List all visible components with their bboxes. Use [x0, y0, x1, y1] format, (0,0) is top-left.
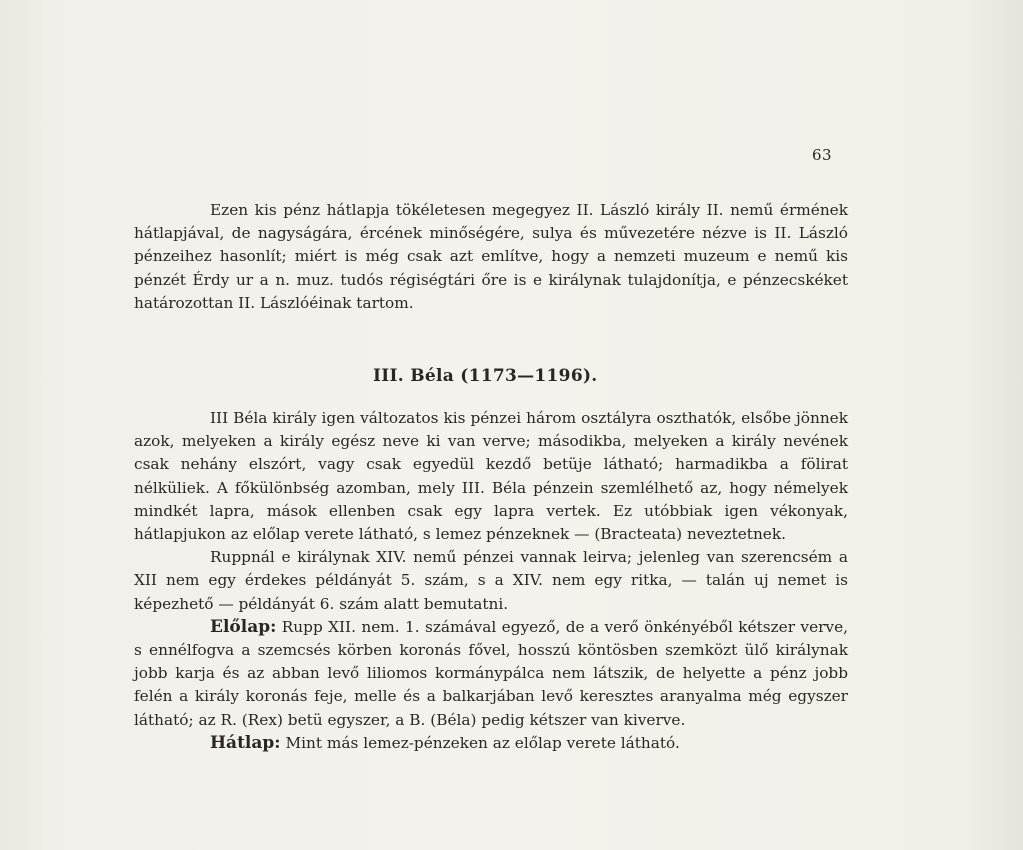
obverse-label: Előlap:	[210, 616, 277, 637]
section-heading: III. Béla (1173—1196).	[373, 366, 598, 386]
intro-paragraph: Ezen kis pénz hátlapja tökéletesen megegyez II. László király II. nemű érmének hátlapjával, de nagyságára, ércének minőségére, sulya és művezetére nézve is II. László pénzeihez hasonlít; miért is még csak azt említve, hogy a nemzeti muzeum e nemű kis pénzét Érdy ur a n. muz. tudós régiségtári őre is e királynak tulajdonítja, e pénzecskéket határozottan II. Lászlóéinak tartom.	[134, 201, 848, 312]
intro-text-block	[134, 199, 848, 315]
reverse-text: Mint más lemez-pénzeken az előlap verete látható.	[280, 733, 680, 752]
reverse-paragraph	[134, 732, 848, 755]
obverse-text: Rupp XII. nem. 1. számával egyező, de a verő önkényéből kétszer verve, s ennélfogva a szemcsés körben koronás fővel, hosszú köntösben szemközt ülő királynak jobb karja és az abban levő liliomos kormánypálca nem látszik, de helyette a pénz jobb felén a király koronás feje, melle és a balkarjában levő keresztes aranyalma még egyszer látható; az R. (Rex) betü egyszer, a B. (Béla) pedig kétszer van kiverve.	[134, 617, 848, 729]
section-text-block	[134, 407, 848, 755]
page-number: 63	[812, 146, 833, 164]
body-paragraph-1: III Béla király igen változatos kis pénzei három osztályra oszthatók, elsőbe jönnek azok, melyeken a király egész neve ki van verve; másodikba, melyeken a király nevének csak nehány elszórt, vagy csak egyedül kezdő betüje látható; harmadikba a fölirat nélküliek. A főkülönbség azomban, mely III. Béla pénzein szemlélhető az, hogy némelyek mindkét lapra, mások ellenben csak egy lapra vertek. Ez utóbbiak igen vékonyak, hátlapjukon az előlap verete látható, s lemez pénzeknek — (Bracteata) neveztetnek.	[134, 409, 848, 544]
reverse-label: Hátlap:	[210, 732, 281, 753]
body-paragraph-2: Ruppnál e királynak XIV. nemű pénzei vannak leirva; jelenleg van szerencsém a XII nem egy érdekes példányát 5. szám, s a XIV. nem egy ritka, — talán uj nemet is képezhető — példányát 6. szám alatt bemutatni.	[134, 548, 848, 613]
obverse-paragraph	[134, 616, 848, 732]
